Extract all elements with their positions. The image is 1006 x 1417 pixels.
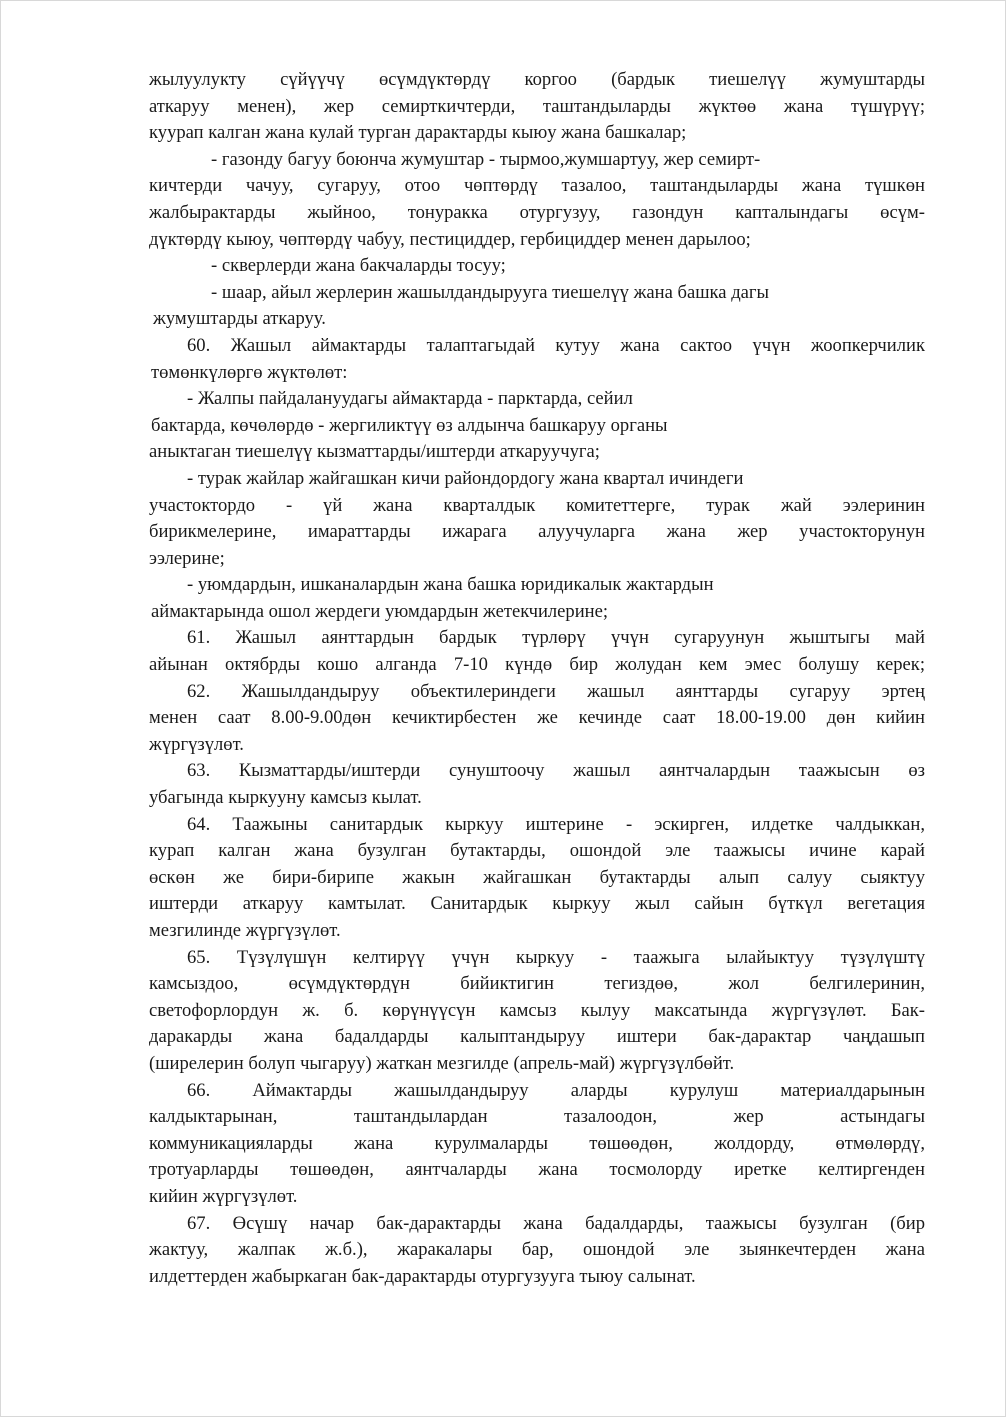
- text-line: 62. Жашылдандыруу объектилериндеги жашыл аянттарды сугаруу эртең: [187, 680, 925, 702]
- text-line: бирикмелерине, имараттарды ижарага алуучуларга жана жер участокторунун: [149, 521, 925, 543]
- text-line: светофорлордун ж. б. көрүнүүсүн камсыз кылуу максатында жүргүзүлөт. Бак-: [149, 999, 925, 1021]
- text-line: 61. Жашыл аянттардын бардык түрлөрү үчүн сугаруунун жыштыгы май: [187, 627, 925, 649]
- text-line: жактуу, жалпак ж.б.), жаракалары бар, ошондой эле зыянкечтерден жана: [149, 1239, 925, 1261]
- text-line: бактарда, көчөлөрдө - жергиликтүү өз алдынча башкаруу органы: [151, 414, 668, 436]
- text-line: аныктаган тиешелүү кызматтарды/иштерди аткаруучуга;: [149, 441, 600, 463]
- document-body: [149, 67, 925, 1290]
- text-line: 63. Кызматтарды/иштерди сунуштоочу жашыл аянтчалардын таажысын өз: [187, 760, 925, 782]
- text-line: калдыктарынан, таштандылардан тазалоодон, жер астындагы: [149, 1106, 925, 1128]
- text-line: - газонду багуу боюнча жумуштар - тырмоо,жумшартуу, жер семирт-: [211, 148, 761, 170]
- text-line: 60. Жашыл аймактарды талаптагыдай кутуу жана сактоо үчүн жоопкерчилик: [187, 334, 925, 356]
- text-line: жүргүзүлөт.: [149, 733, 244, 755]
- text-line: участоктордо - үй жана кварталдык комитеттерге, турак жай ээлеринин: [149, 494, 925, 516]
- text-line: дүктөрдү кыюу, чөптөрдү чабуу, пестициддер, гербициддер менен дарылоо;: [149, 228, 751, 250]
- text-line: илдеттерден жабыркаган бак-дарактарды отургузууга тыюу салынат.: [149, 1265, 696, 1287]
- text-line: кийин жүргүзүлөт.: [149, 1185, 298, 1207]
- text-line: - уюмдардын, ишканалардын жана башка юридикалык жактардын: [187, 574, 714, 596]
- text-line: 66. Аймактарды жашылдандыруу аларды курулуш материалдарынын: [187, 1079, 925, 1101]
- text-line: кичтерди чачуу, сугаруу, отоо чөптөрдү тазалоо, таштандыларды жана түшкөн: [149, 175, 925, 197]
- text-line: өскөн же бири-бирипе жакын жайгашкан бутактарды алып салуу сыяктуу: [149, 866, 925, 888]
- text-line: даракарды жана бадалдарды калыптандыруу иштери бак-дарактар чаңдашып: [149, 1026, 925, 1048]
- text-line: камсыздоо, өсүмдүктөрдүн бийиктигин тегиздөө, жол белгилеринин,: [149, 973, 925, 995]
- text-line: - турак жайлар жайгашкан кичи райондордогу жана квартал ичиндеги: [187, 467, 744, 489]
- text-line: төмөнкүлөргө жүктөлөт:: [151, 361, 348, 383]
- text-line: - скверлерди жана бакчаларды тосуу;: [211, 255, 506, 277]
- text-line: менен саат 8.00-9.00дөн кечиктирбестен же кечинде саат 18.00-19.00 дөн кийин: [149, 707, 925, 729]
- text-line: аймактарында ошол жердеги уюмдардын жетекчилерине;: [151, 600, 609, 622]
- text-line: - шаар, айыл жерлерин жашылдандырууга тиешелүү жана башка дагы: [211, 281, 770, 303]
- text-line: убагында кыркууну камсыз кылат.: [149, 787, 422, 809]
- text-line: жылуулукту сүйүүчү өсүмдүктөрдү коргоо (бардык тиешелүү жумуштарды: [149, 69, 925, 90]
- text-line: 64. Таажыны санитардык кыркуу иштерине - эскирген, илдетке чалдыккан,: [187, 813, 925, 835]
- text-line: курап калган жана бузулган бутактарды, ошондой эле таажысы ичине карай: [149, 840, 925, 862]
- text-line: коммуникацияларды жана курулмаларды төшөөдөн, жолдорду, өтмөлөрдү,: [149, 1132, 925, 1154]
- text-line: айынан октябрды кошо алганда 7-10 күндө бир жолудан кем эмес болушу керек;: [149, 654, 925, 676]
- text-line: иштерди аткаруу камтылат. Санитардык кыркуу жыл сайын бүткүл вегетация: [149, 893, 925, 915]
- text-line: (ширелерин болуп чыгаруу) жаткан мезгилде (апрель-май) жүргүзүлбөйт.: [149, 1052, 735, 1074]
- text-line: тротуарларды төшөөдөн, аянтчаларды жана тосмолорду иретке келтиргенден: [149, 1159, 925, 1181]
- text-line: жалбырактарды жыйноо, тонуракка отургузуу, газондун капталындагы өсүм-: [149, 201, 925, 223]
- text-line: ээлерине;: [149, 547, 225, 569]
- text-line: 65. Түзүлүшүн келтирүү үчүн кыркуу - таажыга ылайыктуу түзүлүштү: [187, 946, 925, 968]
- text-line: 67. Өсүшү начар бак-дарактарды жана бадалдарды, таажысы бузулган (бир: [187, 1212, 925, 1234]
- text-line: жумуштарды аткаруу.: [153, 308, 326, 330]
- text-line: - Жалпы пайдалануудагы аймактарда - парктарда, сейил: [187, 388, 633, 410]
- text-line: мезгилинде жүргүзүлөт.: [149, 920, 341, 941]
- text-line: аткаруу менен), жер семирткичтерди, таштандыларды жүктөө жана түшүрүү;: [149, 95, 925, 117]
- text-line: куурап калган жана кулай турган дарактарды кыюу жана башкалар;: [149, 122, 687, 144]
